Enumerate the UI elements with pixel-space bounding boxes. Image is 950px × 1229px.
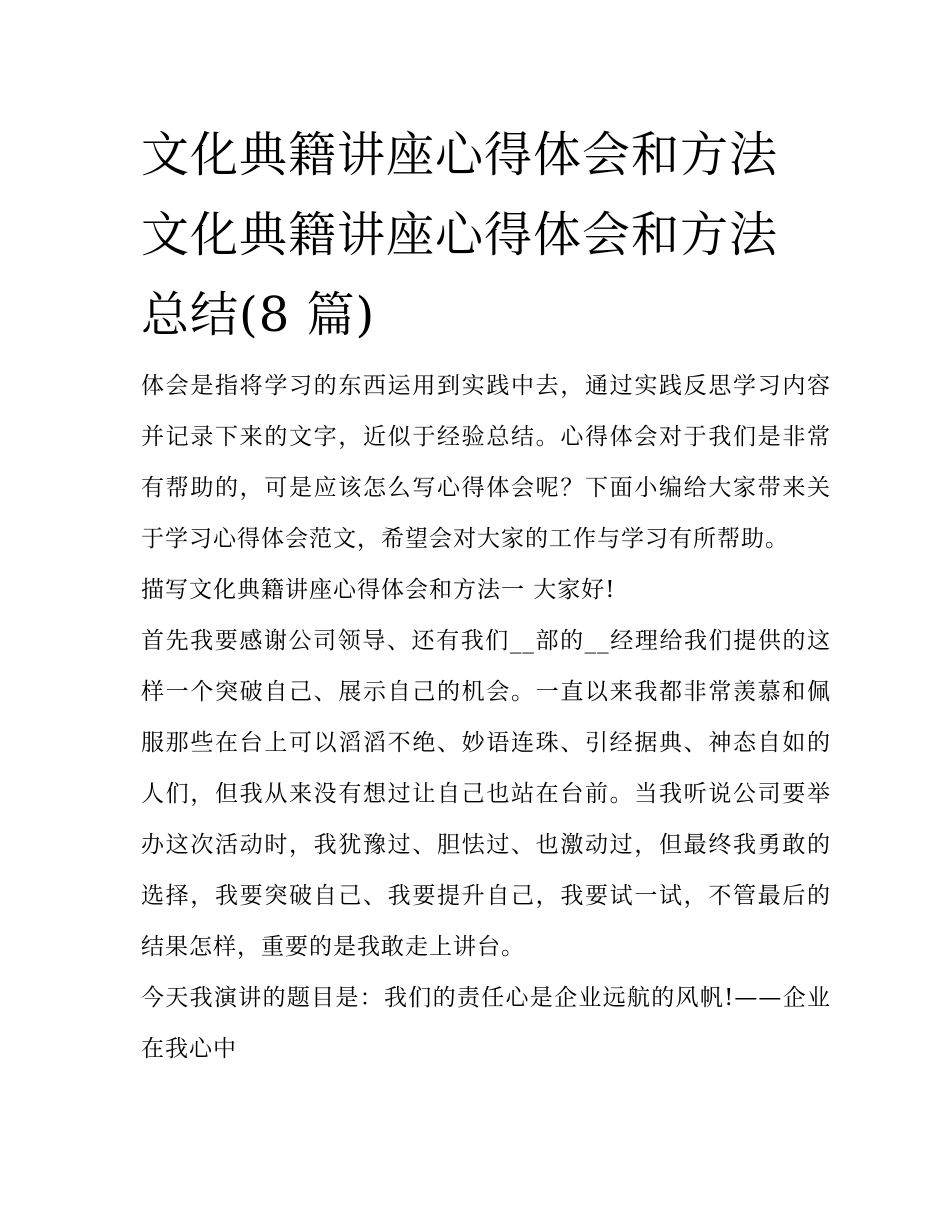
document-page [141, 115, 831, 1075]
section-heading-paragraph: 描写文化典籍讲座心得体会和方法一 大家好! [141, 577, 616, 603]
intro-paragraph: 体会是指将学习的东西运用到实践中去，通过实践反思学习内容并记录下来的文字，近似于经验总结。心得体会对于我们是非常有帮助的，可是应该怎么写心得体会呢？下面小编给大家带来关于学习心得体会范文，希望会对大家的工作与学习有所帮助。 [141, 373, 831, 552]
body-paragraph: 首先我要感谢公司领导、还有我们__部的__经理给我们提供的这样一个突破自己、展示自己的机会。一直以来我都非常羡慕和佩服那些在台上可以滔滔不绝、妙语连珠、引经据典、神态自如的人们，但我从来没有想过让自己也站在台前。当我听说公司要举办这次活动时，我犹豫过、胆怯过、也激动过，但最终我勇敢的选择，我要突破自己、我要提升自己，我要试一试，不管最后的结果怎样，重要的是我敢走上讲台。 [141, 628, 831, 960]
speech-topic-paragraph: 今天我演讲的题目是：我们的责任心是企业远航的风帆!——企业在我心中 [141, 985, 831, 1062]
document-title: 文化典籍讲座心得体会和方法 文化典籍讲座心得体会和方法 总结(8 篇) [141, 127, 779, 343]
